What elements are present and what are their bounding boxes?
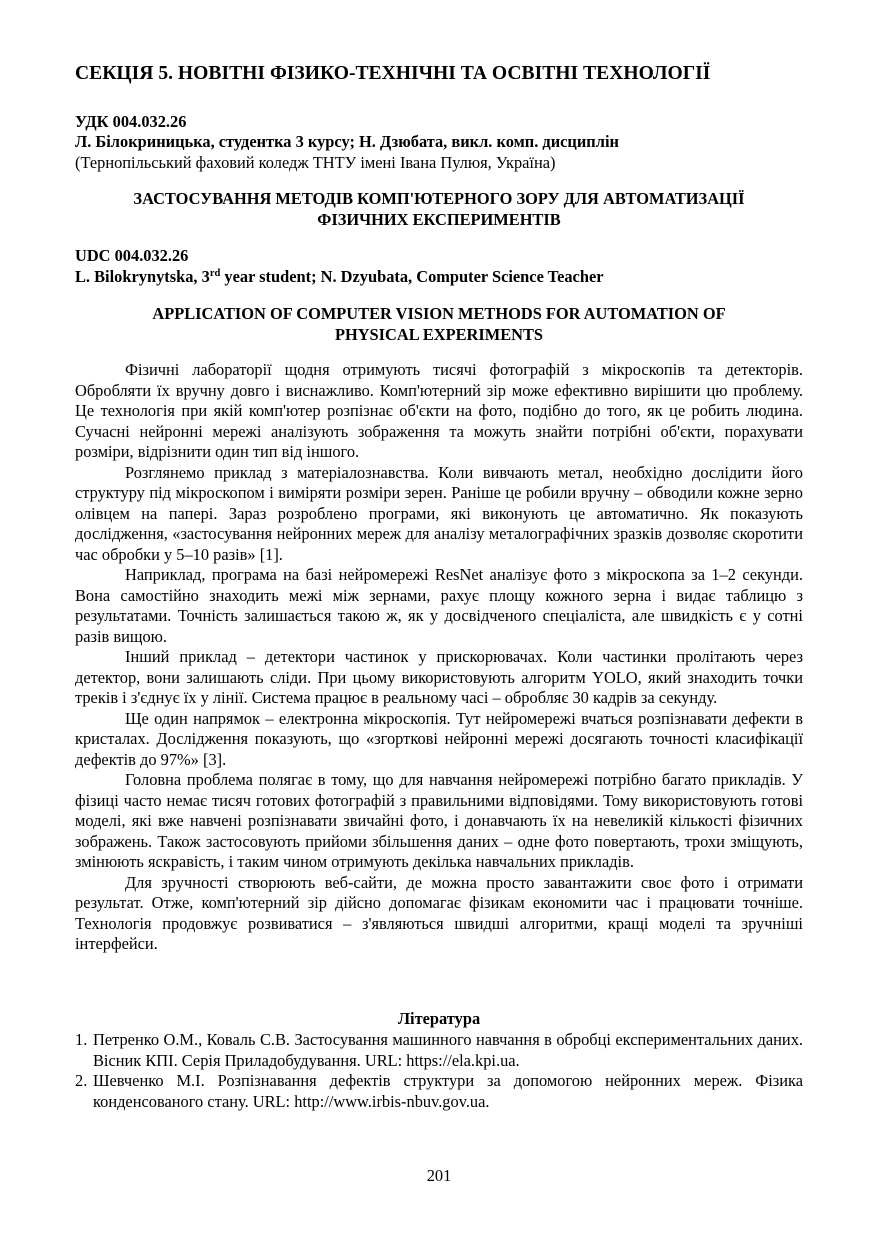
paragraph: Фізичні лабораторії щодня отримують тисячі фотографій з мікроскопів та детекторів. Обробляти їх вручну довго і виснажливо. Комп'ютерний зір може ефективно вирішити цю проблему. Це технологія при якій комп'ютер розпізнає об'єкти на фото, подібно до того, як це робить людина. Сучасні нейронні мережі аналізують зображення та можуть знайти потрібні об'єкти, порахувати розміри, відрізнити один тип від іншого. bbox=[75, 360, 803, 461]
authors-english-part2: year student; N. Dzyubata, Computer Science Teacher bbox=[220, 267, 604, 286]
reference-text: Шевченко М.І. Розпізнавання дефектів структури за допомогою нейронних мереж. Фізика конденсованого стану. URL: http://www.irbis-nbuv.gov.ua. bbox=[93, 1071, 803, 1111]
section-title: СЕКЦІЯ 5. НОВІТНІ ФІЗИКО-ТЕХНІЧНІ ТА ОСВІТНІ ТЕХНОЛОГІЇ bbox=[75, 63, 711, 84]
reference-number: 2. bbox=[75, 1071, 88, 1090]
paper-title-ukrainian bbox=[75, 189, 803, 230]
paper-title-english-line2: PHYSICAL EXPERIMENTS bbox=[334, 324, 544, 344]
paragraph: Наприклад, програма на базі нейромережі ResNet аналізує фото з мікроскопа за 1–2 секунди. Вона самостійно знаходить межі між зернами, рахує площу кожного зерна і видає таблицю з результатами. Точність залишається такою ж, як у досвідченого спеціаліста, але швидкість є у сотні разів вищою. bbox=[75, 565, 803, 646]
reference-item bbox=[75, 1071, 803, 1112]
paper-title-english bbox=[75, 304, 803, 345]
reference-item bbox=[75, 1030, 803, 1071]
paragraph: Для зручності створюють веб-сайти, де можна просто завантажити своє фото і отримати результат. Отже, комп'ютерний зір дійсно допомагає фізикам економити час і працювати точніше. Технологія продовжує розвиватися – з'являються швидші алгоритми, кращі моделі та зручніші інтерфейси. bbox=[75, 872, 803, 953]
paragraph: Розглянемо приклад з матеріалознавства. Коли вивчають метал, необхідно дослідити його структуру під мікроскопом і виміряти розміри зерен. Раніше це робили вручну – обводили кожне зерно олівцем на папері. Зараз розроблено програми, які виконують це автоматично. Як показують дослідження, «застосування нейронних мереж для аналізу металографічних зразків дозволяє скоротити час обробки у 5–10 разів» [1]. bbox=[75, 462, 803, 564]
body-text bbox=[75, 360, 803, 955]
page-number: 201 bbox=[426, 1166, 452, 1185]
affiliation: (Тернопільський фаховий коледж ТНТУ імені Івана Пулюя, Україна) bbox=[75, 153, 556, 172]
udc-code: UDC 004.032.26 bbox=[75, 246, 189, 265]
paper-title-english-line1: APPLICATION OF COMPUTER VISION METHODS FOR AUTOMATION OF bbox=[152, 304, 726, 323]
udk-code: УДК 004.032.26 bbox=[75, 112, 187, 131]
ordinal-superscript: rd bbox=[209, 268, 221, 279]
paragraph: Інший приклад – детектори частинок у прискорювачах. Коли частинки пролітають через детектор, вони залишають сліди. При цьому використовують алгоритм YOLO, який знаходить точки треків і з'єднує їх у лінії. Система працює в реальному часі – обробляє 30 кадрів за секунду. bbox=[75, 647, 803, 707]
references-list bbox=[75, 1030, 803, 1112]
paper-title-ukrainian-line1: ЗАСТОСУВАННЯ МЕТОДІВ КОМП'ЮТЕРНОГО ЗОРУ ДЛЯ АВТОМАТИЗАЦІЇ bbox=[133, 189, 745, 208]
authors-ukrainian: Л. Білокриницька, студентка 3 курсу; Н. Дзюбата, викл. комп. дисциплін bbox=[75, 132, 619, 151]
authors-english bbox=[75, 267, 604, 288]
paragraph: Ще один напрямок – електронна мікроскопія. Тут нейромережі вчаться розпізнавати дефекти в кристалах. Дослідження показують, що «згорткові нейронні мережі досягають точності класифікації дефектів до 97%» [3]. bbox=[75, 708, 803, 769]
paragraph: Головна проблема полягає в тому, що для навчання нейромережі потрібно багато прикладів. У фізиці часто немає тисяч готових фотографій з правильними відповідями. Тому використовують готові моделі, які вже навчені розпізнавати звичайні фото, і донавчають їх на невеликій кількості фізичних зображень. Також застосовують прийоми збільшення даних – одне фото повертають, трохи зміщують, змінюють яскравість, і таким чином отримують декілька навчальних прикладів. bbox=[75, 770, 803, 871]
reference-text: Петренко О.М., Коваль С.В. Застосування машинного навчання в обробці експериментальних даних. Вісник КПІ. Серія Приладобудування. URL: https://ela.kpi.ua. bbox=[93, 1030, 803, 1070]
references-title: Література bbox=[397, 1009, 481, 1028]
authors-english-part1: L. Bilokrynytska, 3 bbox=[75, 267, 210, 286]
reference-number: 1. bbox=[75, 1030, 88, 1049]
paper-title-ukrainian-line2: ФІЗИЧНИХ ЕКСПЕРИМЕНТІВ bbox=[317, 209, 561, 229]
